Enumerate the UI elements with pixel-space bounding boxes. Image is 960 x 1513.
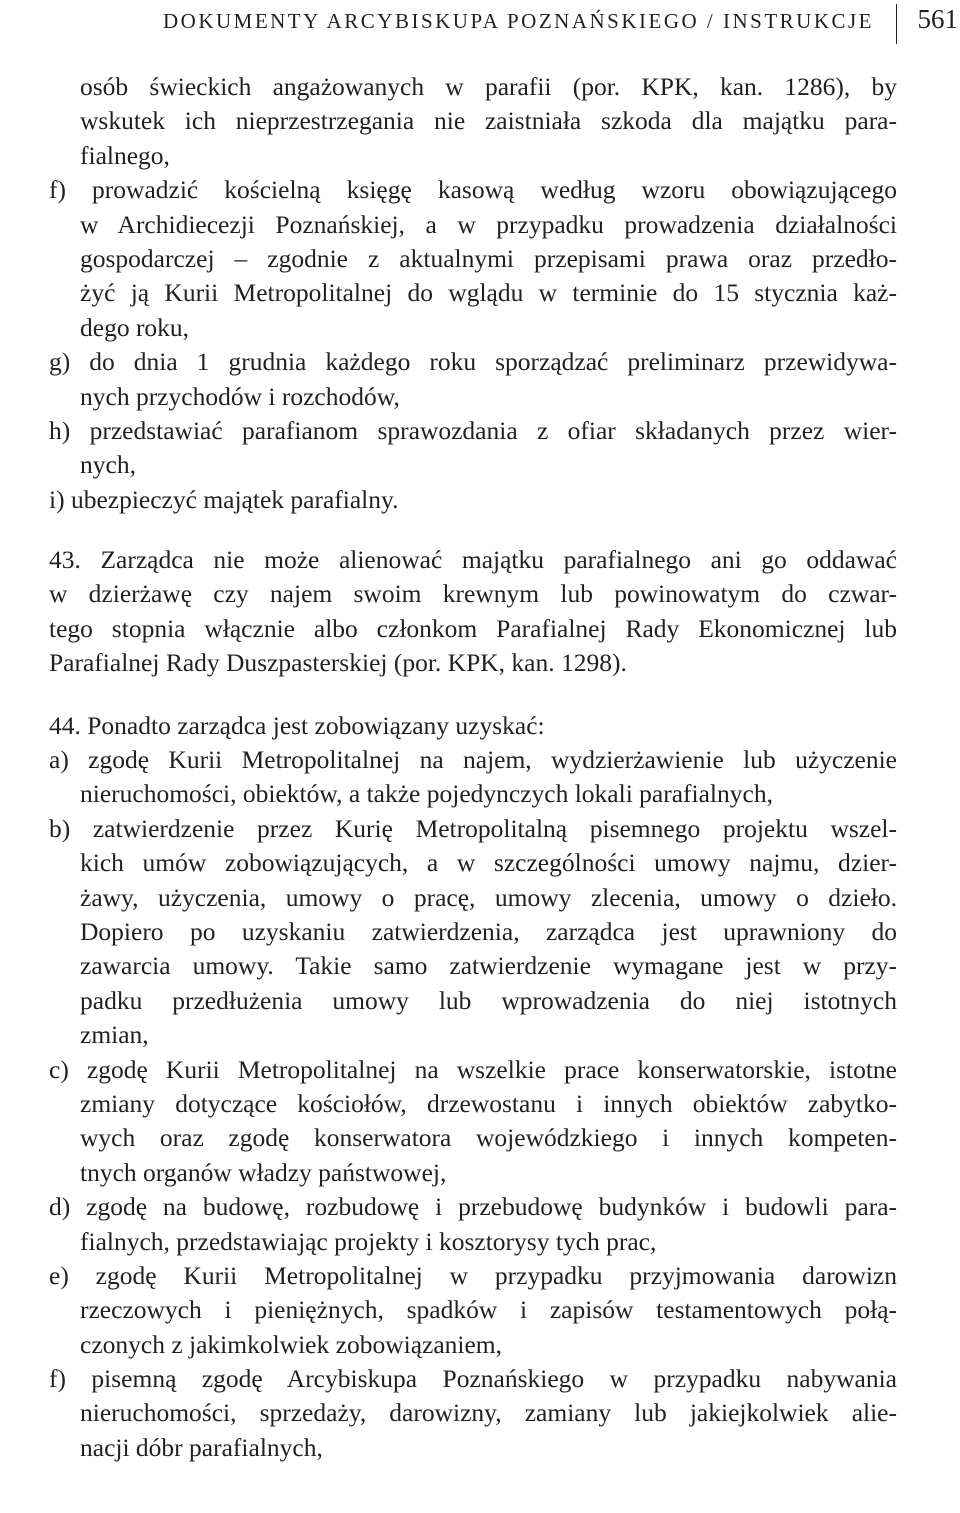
- page-number: 561: [917, 4, 958, 34]
- text-line: kich umów zobowiązujących, a w szczególności umowy najmu, dzier-: [80, 848, 897, 878]
- list-item-a: a) zgodę Kurii Metropolitalnej na najem, wydzierżawienie lub użyczenie: [49, 745, 897, 775]
- text-line: zmian,: [80, 1020, 149, 1050]
- text-line: fialnych, przedstawiając projekty i kosztorysy tych prac,: [80, 1226, 657, 1256]
- text-line: żyć ją Kurii Metropolitalnej do wglądu w terminie do 15 stycznia każ-: [80, 278, 897, 308]
- list-item-b: b) zatwierdzenie przez Kurię Metropolitalną pisemnego projektu wszel-: [49, 813, 897, 843]
- list-item-g: g) do dnia 1 grudnia każdego roku sporządzać preliminarz przewidywa-: [49, 347, 897, 377]
- paragraph-43: 43. Zarządca nie może alienować majątku parafialnego ani go oddawać: [49, 545, 897, 575]
- text-line: w dzierżawę czy najem swoim krewnym lub powinowatym do czwar-: [49, 579, 897, 609]
- header-divider: [896, 4, 897, 44]
- text-line: wskutek ich nieprzestrzegania nie zaistniała szkoda dla majątku para-: [80, 106, 897, 136]
- document-body: [49, 70, 897, 1465]
- running-title: DOKUMENTY ARCYBISKUPA POZNAŃSKIEGO / INSTRUKCJE: [162, 9, 874, 33]
- text-line: żawy, użyczenia, umowy o pracę, umowy zlecenia, umowy o dzieło.: [80, 882, 897, 912]
- text-line: czonych z jakimkolwiek zobowiązaniem,: [80, 1329, 503, 1359]
- text-line: nieruchomości, sprzedaży, darowizny, zamiany lub jakiejkolwiek alie-: [80, 1398, 897, 1428]
- paragraph-44: 44. Ponadto zarządca jest zobowiązany uzyskać:: [49, 710, 545, 740]
- text-line: Dopiero po uzyskaniu zatwierdzenia, zarządca jest uprawniony do: [80, 916, 897, 946]
- text-line: w Archidiecezji Poznańskiej, a w przypadku prowadzenia działalności: [80, 209, 897, 239]
- running-header: [0, 0, 960, 50]
- text-line: nacji dóbr parafialnych,: [80, 1432, 323, 1462]
- text-line: nych przychodów i rozchodów,: [80, 381, 400, 411]
- list-item-h: h) przedstawiać parafianom sprawozdania z ofiar składanych przez wier-: [49, 415, 897, 445]
- text-line: Parafialnej Rady Duszpasterskiej (por. KPK, kan. 1298).: [49, 648, 627, 678]
- text-line: fialnego,: [80, 140, 170, 170]
- list-item-f-second: f) pisemną zgodę Arcybiskupa Poznańskiego w przypadku nabywania: [49, 1364, 897, 1394]
- text-line: tego stopnia włącznie albo członkom Parafialnej Rady Ekonomicznej lub: [49, 613, 897, 643]
- text-line: tnych organów władzy państwowej,: [80, 1157, 447, 1187]
- text-line: osób świeckich angażowanych w parafii (por. KPK, kan. 1286), by: [80, 72, 897, 101]
- list-item-d: d) zgodę na budowę, rozbudowę i przebudowę budynków i budowli para-: [49, 1192, 897, 1222]
- list-item-e: e) zgodę Kurii Metropolitalnej w przypadku przyjmowania darowizn: [49, 1260, 897, 1290]
- text-line: rzeczowych i pieniężnych, spadków i zapisów testamentowych połą-: [80, 1295, 897, 1325]
- list-item-c: c) zgodę Kurii Metropolitalnej na wszelkie prace konserwatorskie, istotne: [49, 1054, 897, 1084]
- text-line: zmiany dotyczące kościołów, drzewostanu i innych obiektów zabytko-: [80, 1088, 897, 1118]
- paragraph-gap: [49, 517, 897, 543]
- list-item-i: i) ubezpieczyć majątek parafialny.: [49, 484, 399, 514]
- text-line: padku przedłużenia umowy lub wprowadzenia do niej istotnych: [80, 985, 897, 1015]
- text-line: nych,: [80, 450, 136, 480]
- text-line: gospodarczej – zgodnie z aktualnymi przepisami prawa oraz przedło-: [80, 243, 897, 273]
- text-line: wych oraz zgodę konserwatora wojewódzkiego i innych kompeten-: [80, 1123, 897, 1153]
- text-line: nieruchomości, obiektów, a także pojedynczych lokali parafialnych,: [80, 779, 773, 809]
- text-line: dego roku,: [80, 312, 190, 342]
- text-line: zawarcia umowy. Takie samo zatwierdzenie wymagane jest w przy-: [80, 951, 897, 981]
- paragraph-gap: [49, 681, 897, 709]
- list-item-f: f) prowadzić kościelną księgę kasową według wzoru obowiązującego: [49, 175, 897, 205]
